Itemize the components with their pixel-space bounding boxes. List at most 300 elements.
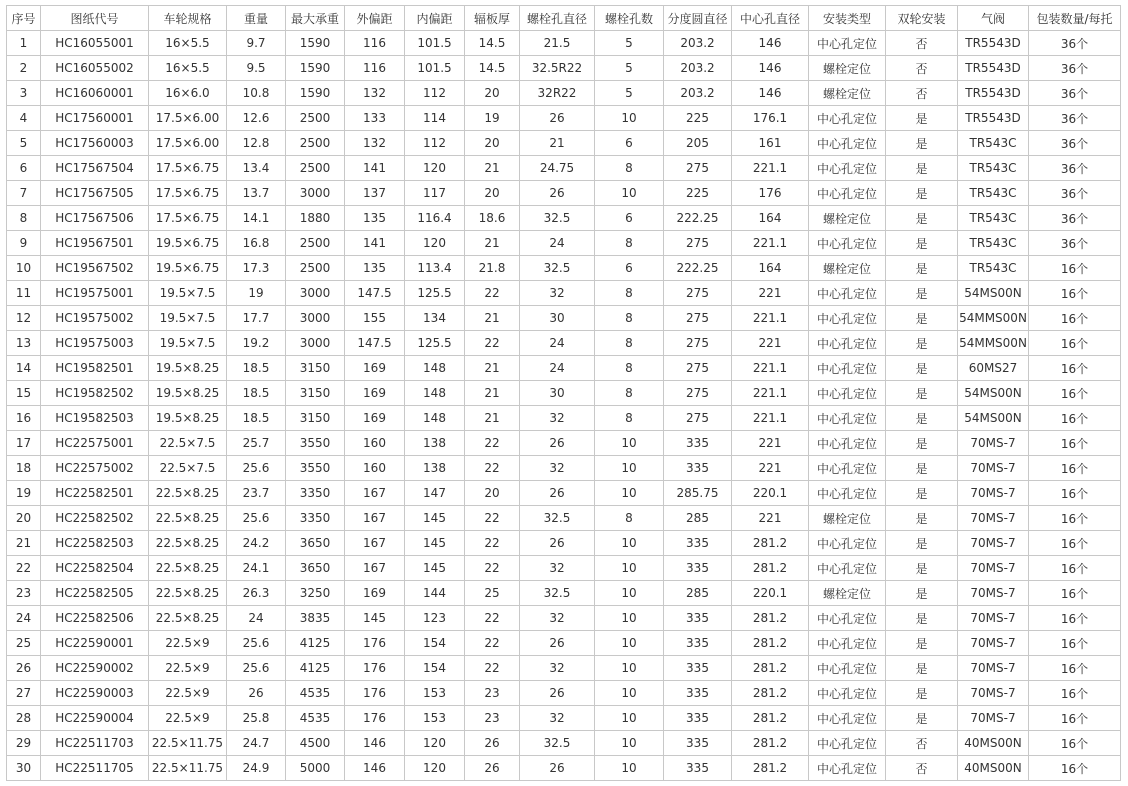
table-row xyxy=(7,131,1121,156)
table-cell: HC22582506 xyxy=(41,606,149,631)
table-cell: 70MS-7 xyxy=(958,556,1029,581)
table-cell: 2500 xyxy=(286,131,345,156)
table-cell: 22.5×9 xyxy=(149,681,227,706)
table-cell: 4535 xyxy=(286,681,345,706)
table-cell: HC22582504 xyxy=(41,556,149,581)
table-cell: 8 xyxy=(595,381,664,406)
table-cell: TR543C xyxy=(958,256,1029,281)
table-cell: 10 xyxy=(595,731,664,756)
table-cell: 24 xyxy=(520,231,595,256)
column-header: 包装数量/每托 xyxy=(1029,6,1121,31)
table-row xyxy=(7,606,1121,631)
table-cell: 335 xyxy=(664,456,732,481)
column-header: 安装类型 xyxy=(809,6,886,31)
table-cell: 25.6 xyxy=(227,656,286,681)
table-cell: 16个 xyxy=(1029,656,1121,681)
table-cell: 22.5×9 xyxy=(149,706,227,731)
table-cell: 17.3 xyxy=(227,256,286,281)
table-cell: 32 xyxy=(520,606,595,631)
table-cell: 5 xyxy=(595,31,664,56)
table-cell: 19.5×7.5 xyxy=(149,306,227,331)
table-cell: 中心孔定位 xyxy=(809,131,886,156)
table-cell: 125.5 xyxy=(405,281,465,306)
table-cell: 335 xyxy=(664,631,732,656)
table-cell: HC22582503 xyxy=(41,531,149,556)
table-cell: TR543C xyxy=(958,156,1029,181)
table-cell: 120 xyxy=(405,756,465,781)
table-cell: 25 xyxy=(465,581,520,606)
table-cell: 23.7 xyxy=(227,481,286,506)
table-cell: 335 xyxy=(664,681,732,706)
table-cell: 19.5×8.25 xyxy=(149,381,227,406)
table-cell: HC17567506 xyxy=(41,206,149,231)
table-cell: 17.5×6.75 xyxy=(149,206,227,231)
table-cell: 12.8 xyxy=(227,131,286,156)
table-cell: 22 xyxy=(465,531,520,556)
table-cell: 275 xyxy=(664,331,732,356)
table-cell: 6 xyxy=(595,206,664,231)
table-cell: HC19575001 xyxy=(41,281,149,306)
table-row xyxy=(7,456,1121,481)
column-header: 车轮规格 xyxy=(149,6,227,31)
table-cell: 螺栓定位 xyxy=(809,56,886,81)
table-cell: 26 xyxy=(227,681,286,706)
table-cell: 是 xyxy=(886,231,958,256)
table-cell: 是 xyxy=(886,281,958,306)
table-cell: 中心孔定位 xyxy=(809,556,886,581)
table-cell: 160 xyxy=(345,456,405,481)
table-cell: 是 xyxy=(886,456,958,481)
table-cell: TR5543D xyxy=(958,81,1029,106)
spec-table-container xyxy=(6,5,1121,781)
table-cell: 20 xyxy=(465,181,520,206)
table-row xyxy=(7,706,1121,731)
table-cell: 19.2 xyxy=(227,331,286,356)
table-cell: 10 xyxy=(595,681,664,706)
table-cell: 29 xyxy=(7,731,41,756)
table-cell: 32.5 xyxy=(520,256,595,281)
table-cell: 146 xyxy=(732,56,809,81)
table-cell: 132 xyxy=(345,131,405,156)
table-cell: 21 xyxy=(465,156,520,181)
table-cell: 112 xyxy=(405,131,465,156)
table-cell: HC22511705 xyxy=(41,756,149,781)
table-cell: 275 xyxy=(664,381,732,406)
table-cell: 221.1 xyxy=(732,356,809,381)
table-cell: 16个 xyxy=(1029,731,1121,756)
table-cell: 275 xyxy=(664,281,732,306)
table-cell: 螺栓定位 xyxy=(809,581,886,606)
table-cell: 18.5 xyxy=(227,406,286,431)
table-cell: 中心孔定位 xyxy=(809,331,886,356)
table-cell: 26 xyxy=(465,756,520,781)
table-cell: 16×6.0 xyxy=(149,81,227,106)
table-cell: 70MS-7 xyxy=(958,606,1029,631)
table-cell: 25.6 xyxy=(227,506,286,531)
table-cell: 169 xyxy=(345,406,405,431)
table-cell: 220.1 xyxy=(732,581,809,606)
table-cell: 120 xyxy=(405,231,465,256)
table-cell: 13.4 xyxy=(227,156,286,181)
table-row xyxy=(7,731,1121,756)
table-cell: 10 xyxy=(595,556,664,581)
table-cell: 54MS00N xyxy=(958,281,1029,306)
table-cell: 8 xyxy=(595,306,664,331)
table-cell: 281.2 xyxy=(732,706,809,731)
table-cell: HC19567501 xyxy=(41,231,149,256)
wheel-spec-table xyxy=(6,5,1121,781)
table-cell: 12.6 xyxy=(227,106,286,131)
column-header: 最大承重 xyxy=(286,6,345,31)
table-cell: 147 xyxy=(405,481,465,506)
table-cell: 16个 xyxy=(1029,431,1121,456)
table-cell: TR543C xyxy=(958,131,1029,156)
table-cell: 21.8 xyxy=(465,256,520,281)
table-row xyxy=(7,681,1121,706)
table-cell: 5 xyxy=(595,56,664,81)
table-cell: 148 xyxy=(405,381,465,406)
table-cell: 25.7 xyxy=(227,431,286,456)
table-cell: 25.6 xyxy=(227,631,286,656)
table-cell: 36个 xyxy=(1029,131,1121,156)
table-cell: 285 xyxy=(664,581,732,606)
table-cell: 24.1 xyxy=(227,556,286,581)
table-cell: 12 xyxy=(7,306,41,331)
table-cell: 36个 xyxy=(1029,181,1121,206)
table-cell: 23 xyxy=(465,706,520,731)
table-cell: 335 xyxy=(664,756,732,781)
table-row xyxy=(7,156,1121,181)
table-cell: 101.5 xyxy=(405,56,465,81)
table-cell: HC19567502 xyxy=(41,256,149,281)
table-cell: 19.5×7.5 xyxy=(149,331,227,356)
table-cell: 13 xyxy=(7,331,41,356)
table-row xyxy=(7,81,1121,106)
table-cell: 135 xyxy=(345,206,405,231)
table-cell: 285 xyxy=(664,506,732,531)
table-cell: 335 xyxy=(664,431,732,456)
table-cell: 275 xyxy=(664,406,732,431)
table-cell: 24.2 xyxy=(227,531,286,556)
table-cell: 26 xyxy=(465,731,520,756)
table-cell: 螺栓定位 xyxy=(809,256,886,281)
table-cell: 22 xyxy=(465,606,520,631)
table-cell: 22.5×7.5 xyxy=(149,456,227,481)
table-cell: 5000 xyxy=(286,756,345,781)
table-cell: 3 xyxy=(7,81,41,106)
table-cell: 3550 xyxy=(286,456,345,481)
table-cell: 21.5 xyxy=(520,31,595,56)
table-cell: 3250 xyxy=(286,581,345,606)
table-row xyxy=(7,506,1121,531)
table-cell: 114 xyxy=(405,106,465,131)
table-cell: 164 xyxy=(732,206,809,231)
table-cell: 否 xyxy=(886,81,958,106)
table-cell: 203.2 xyxy=(664,81,732,106)
table-cell: 10 xyxy=(595,706,664,731)
table-cell: 16个 xyxy=(1029,756,1121,781)
table-cell: 221.1 xyxy=(732,381,809,406)
table-row xyxy=(7,581,1121,606)
table-cell: 8 xyxy=(595,281,664,306)
table-cell: 中心孔定位 xyxy=(809,306,886,331)
table-cell: HC22590002 xyxy=(41,656,149,681)
table-cell: 30 xyxy=(520,306,595,331)
table-cell: 36个 xyxy=(1029,56,1121,81)
table-cell: 26 xyxy=(520,481,595,506)
table-cell: TR5543D xyxy=(958,106,1029,131)
table-cell: 16个 xyxy=(1029,356,1121,381)
table-cell: 167 xyxy=(345,481,405,506)
table-cell: 24.75 xyxy=(520,156,595,181)
table-cell: 120 xyxy=(405,731,465,756)
table-cell: HC17567505 xyxy=(41,181,149,206)
table-cell: 10 xyxy=(595,531,664,556)
table-cell: 22.5×8.25 xyxy=(149,481,227,506)
table-cell: 16个 xyxy=(1029,631,1121,656)
table-cell: 153 xyxy=(405,681,465,706)
table-cell: 164 xyxy=(732,256,809,281)
table-cell: 3000 xyxy=(286,181,345,206)
table-cell: 是 xyxy=(886,556,958,581)
column-header: 序号 xyxy=(7,6,41,31)
table-cell: HC22582505 xyxy=(41,581,149,606)
table-cell: 203.2 xyxy=(664,31,732,56)
table-cell: 22 xyxy=(465,456,520,481)
table-cell: 32 xyxy=(520,556,595,581)
table-cell: 10 xyxy=(7,256,41,281)
table-cell: 221.1 xyxy=(732,406,809,431)
table-cell: 221 xyxy=(732,331,809,356)
table-cell: 21 xyxy=(465,356,520,381)
table-cell: 16.8 xyxy=(227,231,286,256)
table-cell: 32R22 xyxy=(520,81,595,106)
table-cell: 275 xyxy=(664,156,732,181)
table-row xyxy=(7,531,1121,556)
table-cell: 154 xyxy=(405,656,465,681)
table-cell: 16个 xyxy=(1029,706,1121,731)
table-cell: 19.5×6.75 xyxy=(149,231,227,256)
table-cell: 23 xyxy=(465,681,520,706)
table-cell: 16个 xyxy=(1029,456,1121,481)
table-cell: 是 xyxy=(886,656,958,681)
table-cell: 32.5 xyxy=(520,581,595,606)
table-cell: 281.2 xyxy=(732,756,809,781)
table-cell: 19 xyxy=(227,281,286,306)
table-cell: 16个 xyxy=(1029,256,1121,281)
table-cell: HC16055001 xyxy=(41,31,149,56)
table-cell: 70MS-7 xyxy=(958,581,1029,606)
table-cell: 5 xyxy=(7,131,41,156)
table-cell: 6 xyxy=(595,131,664,156)
table-cell: 54MS00N xyxy=(958,381,1029,406)
column-header: 图纸代号 xyxy=(41,6,149,31)
table-cell: 20 xyxy=(465,81,520,106)
table-cell: 70MS-7 xyxy=(958,456,1029,481)
table-cell: 8 xyxy=(595,231,664,256)
table-cell: 是 xyxy=(886,256,958,281)
table-cell: 2500 xyxy=(286,106,345,131)
table-cell: 16个 xyxy=(1029,506,1121,531)
table-cell: 54MMS00N xyxy=(958,331,1029,356)
table-cell: 是 xyxy=(886,606,958,631)
table-cell: 30 xyxy=(7,756,41,781)
table-cell: 1590 xyxy=(286,56,345,81)
table-cell: HC19582502 xyxy=(41,381,149,406)
table-cell: 是 xyxy=(886,531,958,556)
table-cell: 221 xyxy=(732,431,809,456)
table-cell: 117 xyxy=(405,181,465,206)
table-cell: 22.5×8.25 xyxy=(149,506,227,531)
table-cell: 18.6 xyxy=(465,206,520,231)
table-cell: 141 xyxy=(345,231,405,256)
table-cell: 中心孔定位 xyxy=(809,281,886,306)
table-cell: 22 xyxy=(465,281,520,306)
table-cell: HC17567504 xyxy=(41,156,149,181)
table-cell: 30 xyxy=(520,381,595,406)
table-cell: 32.5 xyxy=(520,506,595,531)
table-cell: 是 xyxy=(886,106,958,131)
table-cell: 10 xyxy=(595,656,664,681)
column-header: 螺栓孔直径 xyxy=(520,6,595,31)
table-cell: 8 xyxy=(595,156,664,181)
table-row xyxy=(7,106,1121,131)
table-cell: 10.8 xyxy=(227,81,286,106)
table-cell: 14 xyxy=(7,356,41,381)
table-cell: 24 xyxy=(520,331,595,356)
table-cell: 281.2 xyxy=(732,556,809,581)
table-cell: 22 xyxy=(465,556,520,581)
table-cell: 145 xyxy=(405,506,465,531)
table-cell: 25.8 xyxy=(227,706,286,731)
table-cell: 10 xyxy=(595,106,664,131)
table-cell: 40MS00N xyxy=(958,756,1029,781)
table-row xyxy=(7,306,1121,331)
table-cell: 14.5 xyxy=(465,56,520,81)
table-cell: 40MS00N xyxy=(958,731,1029,756)
table-cell: 是 xyxy=(886,381,958,406)
table-cell: 145 xyxy=(405,556,465,581)
table-cell: 134 xyxy=(405,306,465,331)
table-cell: 32.5 xyxy=(520,731,595,756)
table-cell: 138 xyxy=(405,431,465,456)
table-cell: 36个 xyxy=(1029,156,1121,181)
table-cell: 125.5 xyxy=(405,331,465,356)
table-cell: 16个 xyxy=(1029,606,1121,631)
table-cell: 32 xyxy=(520,656,595,681)
table-cell: 32 xyxy=(520,456,595,481)
table-cell: 中心孔定位 xyxy=(809,356,886,381)
table-cell: 17.7 xyxy=(227,306,286,331)
table-cell: 167 xyxy=(345,506,405,531)
table-cell: 176 xyxy=(345,656,405,681)
table-cell: 144 xyxy=(405,581,465,606)
table-cell: 20 xyxy=(465,481,520,506)
table-cell: 是 xyxy=(886,481,958,506)
table-row xyxy=(7,31,1121,56)
table-cell: 26 xyxy=(520,181,595,206)
table-cell: 36个 xyxy=(1029,81,1121,106)
table-cell: 5 xyxy=(595,81,664,106)
table-cell: 中心孔定位 xyxy=(809,706,886,731)
table-cell: 10 xyxy=(595,606,664,631)
table-cell: 225 xyxy=(664,181,732,206)
table-cell: 中心孔定位 xyxy=(809,756,886,781)
table-cell: 335 xyxy=(664,531,732,556)
table-cell: 3000 xyxy=(286,331,345,356)
table-cell: 221 xyxy=(732,456,809,481)
table-cell: 24 xyxy=(7,606,41,631)
table-cell: 281.2 xyxy=(732,631,809,656)
table-cell: HC19575002 xyxy=(41,306,149,331)
table-cell: 154 xyxy=(405,631,465,656)
table-cell: HC17560003 xyxy=(41,131,149,156)
table-cell: 285.75 xyxy=(664,481,732,506)
table-cell: HC22511703 xyxy=(41,731,149,756)
table-cell: 15 xyxy=(7,381,41,406)
table-cell: 146 xyxy=(345,731,405,756)
table-cell: 113.4 xyxy=(405,256,465,281)
table-cell: 中心孔定位 xyxy=(809,731,886,756)
table-cell: 147.5 xyxy=(345,281,405,306)
table-cell: 中心孔定位 xyxy=(809,456,886,481)
table-cell: 螺栓定位 xyxy=(809,506,886,531)
table-cell: 中心孔定位 xyxy=(809,181,886,206)
table-cell: HC22590004 xyxy=(41,706,149,731)
table-cell: 221.1 xyxy=(732,306,809,331)
table-cell: 17 xyxy=(7,431,41,456)
table-cell: 26 xyxy=(520,756,595,781)
table-cell: 10 xyxy=(595,431,664,456)
table-cell: 22.5×8.25 xyxy=(149,606,227,631)
table-cell: 16个 xyxy=(1029,306,1121,331)
table-cell: 7 xyxy=(7,181,41,206)
table-cell: 169 xyxy=(345,581,405,606)
table-cell: 133 xyxy=(345,106,405,131)
table-cell: 275 xyxy=(664,231,732,256)
table-cell: 19.5×6.75 xyxy=(149,256,227,281)
table-cell: 167 xyxy=(345,531,405,556)
table-row xyxy=(7,356,1121,381)
table-cell: 27 xyxy=(7,681,41,706)
table-cell: 132 xyxy=(345,81,405,106)
table-cell: 9.7 xyxy=(227,31,286,56)
table-cell: 22.5×9 xyxy=(149,631,227,656)
table-cell: 螺栓定位 xyxy=(809,206,886,231)
table-cell: HC22582502 xyxy=(41,506,149,531)
table-cell: 221.1 xyxy=(732,231,809,256)
table-cell: 176 xyxy=(345,706,405,731)
table-cell: HC22590003 xyxy=(41,681,149,706)
table-cell: 22 xyxy=(465,331,520,356)
table-cell: 8 xyxy=(595,356,664,381)
table-row xyxy=(7,331,1121,356)
table-cell: 3150 xyxy=(286,406,345,431)
table-cell: 116.4 xyxy=(405,206,465,231)
table-cell: HC22582501 xyxy=(41,481,149,506)
column-header: 气阀 xyxy=(958,6,1029,31)
table-cell: 155 xyxy=(345,306,405,331)
table-cell: 203.2 xyxy=(664,56,732,81)
table-cell: 281.2 xyxy=(732,531,809,556)
table-cell: 中心孔定位 xyxy=(809,106,886,131)
table-cell: 146 xyxy=(345,756,405,781)
column-header: 双轮安装 xyxy=(886,6,958,31)
table-cell: 205 xyxy=(664,131,732,156)
table-cell: 6 xyxy=(7,156,41,181)
table-cell: 32.5R22 xyxy=(520,56,595,81)
table-cell: 4125 xyxy=(286,656,345,681)
